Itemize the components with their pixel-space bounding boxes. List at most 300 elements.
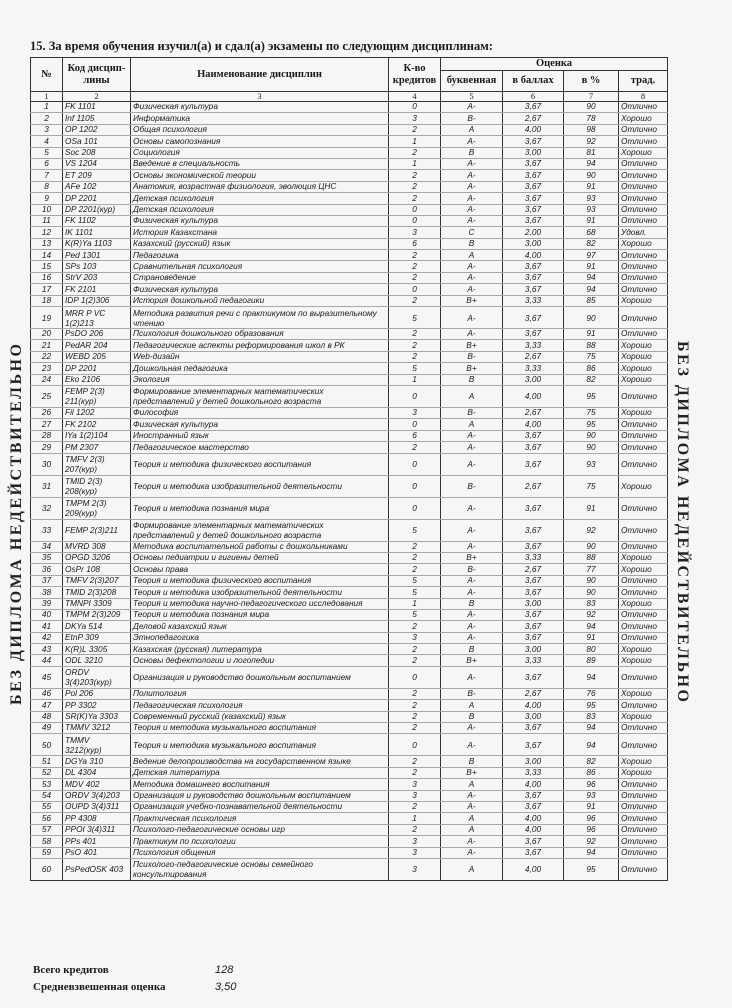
grade-points: 3,67 [503, 575, 564, 586]
row-number: 55 [31, 801, 63, 812]
grade-points: 3,67 [503, 836, 564, 847]
traditional-grade: Отлично [619, 632, 668, 643]
discipline-code: StrV 203 [63, 272, 131, 283]
grade-points: 4,00 [503, 858, 564, 880]
discipline-code: K(R)L 3305 [63, 644, 131, 655]
letter-grade: A- [441, 790, 503, 801]
row-number: 27 [31, 419, 63, 430]
letter-grade: A- [441, 284, 503, 295]
traditional-grade: Хорошо [619, 767, 668, 778]
credits-cell: 3 [389, 632, 441, 643]
credits-cell: 2 [389, 655, 441, 666]
table-row [31, 497, 668, 519]
grade-points: 3,67 [503, 272, 564, 283]
discipline-code: PsDO 206 [63, 329, 131, 340]
discipline-code: DL 4304 [63, 767, 131, 778]
credits-cell: 2 [389, 124, 441, 135]
grade-percent: 93 [564, 204, 619, 215]
col-number: 1 [31, 92, 63, 102]
discipline-code: TMMV 3212 [63, 723, 131, 734]
traditional-grade: Отлично [619, 284, 668, 295]
table-row [31, 756, 668, 767]
letter-grade: A- [441, 609, 503, 620]
letter-grade: A- [441, 836, 503, 847]
table-row [31, 307, 668, 329]
letter-grade: B+ [441, 552, 503, 563]
credits-cell: 2 [389, 170, 441, 181]
credits-cell: 2 [389, 442, 441, 453]
grade-points: 3,67 [503, 723, 564, 734]
col-number: 2 [63, 92, 131, 102]
discipline-code: IDP 1(2)306 [63, 295, 131, 306]
row-number: 33 [31, 519, 63, 541]
grade-percent: 97 [564, 250, 619, 261]
table-row [31, 767, 668, 778]
traditional-grade: Хорошо [619, 475, 668, 497]
row-number: 8 [31, 181, 63, 192]
discipline-code: Eko 2106 [63, 374, 131, 385]
grade-points: 3,67 [503, 261, 564, 272]
grade-percent: 78 [564, 113, 619, 124]
credits-cell: 0 [389, 734, 441, 756]
discipline-code: FEMP 2(3)211 [63, 519, 131, 541]
row-number: 41 [31, 621, 63, 632]
grade-percent: 95 [564, 858, 619, 880]
grade-points: 3,67 [503, 453, 564, 475]
row-number: 6 [31, 158, 63, 169]
header-credits: К-во кредитов [389, 58, 441, 92]
gpa-label: Средневзвешенная оценка [33, 980, 166, 993]
discipline-name: Психолого-педагогические основы семейного консультирования [131, 858, 389, 880]
col-number: 3 [131, 92, 389, 102]
letter-grade: A [441, 813, 503, 824]
table-row [31, 113, 668, 124]
row-number: 40 [31, 609, 63, 620]
grade-percent: 96 [564, 779, 619, 790]
row-number: 4 [31, 136, 63, 147]
discipline-name: Физическая культура [131, 102, 389, 113]
traditional-grade: Хорошо [619, 407, 668, 418]
discipline-code: Inf 1105 [63, 113, 131, 124]
grade-points: 3,00 [503, 598, 564, 609]
letter-grade: B+ [441, 295, 503, 306]
grade-points: 3,67 [503, 609, 564, 620]
grade-percent: 75 [564, 407, 619, 418]
grade-points: 3,33 [503, 340, 564, 351]
col-number: 6 [503, 92, 564, 102]
traditional-grade: Отлично [619, 801, 668, 812]
credits-cell: 6 [389, 430, 441, 441]
discipline-name: Анатомия, возрастная физиология, эволюция ЦНС [131, 181, 389, 192]
row-number: 23 [31, 363, 63, 374]
discipline-name: Педагогика [131, 250, 389, 261]
discipline-name: Организация и руководство дошкольным воспитанием [131, 790, 389, 801]
row-number: 58 [31, 836, 63, 847]
credits-cell: 2 [389, 250, 441, 261]
row-number: 46 [31, 688, 63, 699]
table-row [31, 374, 668, 385]
grade-percent: 93 [564, 790, 619, 801]
discipline-code: MDV 402 [63, 779, 131, 790]
table-row [31, 723, 668, 734]
discipline-name: Методика воспитательной работы с дошкольниками [131, 541, 389, 552]
traditional-grade: Отлично [619, 430, 668, 441]
header-letter: буквенная [441, 71, 503, 92]
credits-cell: 0 [389, 475, 441, 497]
credits-cell: 2 [389, 351, 441, 362]
table-row [31, 711, 668, 722]
grade-percent: 90 [564, 102, 619, 113]
traditional-grade: Хорошо [619, 711, 668, 722]
grade-points: 2,67 [503, 475, 564, 497]
row-number: 54 [31, 790, 63, 801]
discipline-name: Теория и методика изобразительной деятельности [131, 475, 389, 497]
grade-percent: 82 [564, 756, 619, 767]
discipline-name: Web-дизайн [131, 351, 389, 362]
grade-percent: 90 [564, 307, 619, 329]
credits-cell: 1 [389, 136, 441, 147]
discipline-name: Педагогическое мастерство [131, 442, 389, 453]
discipline-code: PPOI 3(4)311 [63, 824, 131, 835]
table-row [31, 340, 668, 351]
discipline-name: Ведение делопроизводства на государственном языке [131, 756, 389, 767]
letter-grade: B [441, 598, 503, 609]
credits-cell: 2 [389, 801, 441, 812]
letter-grade: B- [441, 564, 503, 575]
letter-grade: A- [441, 329, 503, 340]
row-number: 52 [31, 767, 63, 778]
credits-cell: 2 [389, 711, 441, 722]
grade-percent: 98 [564, 124, 619, 135]
letter-grade: B [441, 374, 503, 385]
row-number: 56 [31, 813, 63, 824]
row-number: 19 [31, 307, 63, 329]
right-watermark: БЕЗ ДИПЛОМА НЕДЕЙСТВИТЕЛЬНО [674, 341, 691, 705]
discipline-name: Формирование элементарных математических представлений у детей дошкольного возраста [131, 385, 389, 407]
grade-points: 4,00 [503, 813, 564, 824]
credits-cell: 2 [389, 644, 441, 655]
discipline-code: TMFV 2(3)207 [63, 575, 131, 586]
grade-percent: 94 [564, 847, 619, 858]
grade-points: 3,67 [503, 790, 564, 801]
traditional-grade: Отлично [619, 102, 668, 113]
traditional-grade: Хорошо [619, 756, 668, 767]
discipline-code: ORDV 3(4)203(кур) [63, 666, 131, 688]
traditional-grade: Отлично [619, 609, 668, 620]
table-row [31, 385, 668, 407]
grade-percent: 91 [564, 181, 619, 192]
discipline-code: DP 2201 [63, 363, 131, 374]
discipline-name: Современный русский (казахский) язык [131, 711, 389, 722]
grade-points: 2,67 [503, 113, 564, 124]
letter-grade: A- [441, 541, 503, 552]
grade-points: 3,67 [503, 734, 564, 756]
row-number: 51 [31, 756, 63, 767]
letter-grade: A- [441, 261, 503, 272]
discipline-name: Общая психология [131, 124, 389, 135]
grade-percent: 94 [564, 621, 619, 632]
letter-grade: A- [441, 430, 503, 441]
discipline-code: PP 4308 [63, 813, 131, 824]
row-number: 50 [31, 734, 63, 756]
grade-percent: 85 [564, 295, 619, 306]
discipline-code: DP 2201(кур) [63, 204, 131, 215]
traditional-grade: Отлично [619, 272, 668, 283]
credits-cell: 5 [389, 307, 441, 329]
grade-points: 3,33 [503, 295, 564, 306]
row-number: 22 [31, 351, 63, 362]
table-row [31, 801, 668, 812]
header-code: Код дисцип-лины [63, 58, 131, 92]
grade-percent: 86 [564, 767, 619, 778]
grade-percent: 88 [564, 552, 619, 563]
table-row [31, 655, 668, 666]
credits-cell: 3 [389, 836, 441, 847]
grade-percent: 95 [564, 385, 619, 407]
credits-cell: 3 [389, 779, 441, 790]
grade-points: 3,67 [503, 181, 564, 192]
discipline-code: FK 1101 [63, 102, 131, 113]
row-number: 11 [31, 215, 63, 226]
discipline-name: Введение в специальность [131, 158, 389, 169]
grade-percent: 96 [564, 813, 619, 824]
discipline-name: Экология [131, 374, 389, 385]
row-number: 39 [31, 598, 63, 609]
discipline-code: FK 2102 [63, 419, 131, 430]
row-number: 28 [31, 430, 63, 441]
traditional-grade: Отлично [619, 587, 668, 598]
grade-points: 3,67 [503, 801, 564, 812]
grade-points: 3,67 [503, 102, 564, 113]
letter-grade: A- [441, 847, 503, 858]
grade-points: 3,67 [503, 158, 564, 169]
traditional-grade: Отлично [619, 666, 668, 688]
grade-percent: 93 [564, 193, 619, 204]
discipline-code: DP 2201 [63, 193, 131, 204]
table-row [31, 170, 668, 181]
traditional-grade: Отлично [619, 385, 668, 407]
traditional-grade: Отлично [619, 307, 668, 329]
table-row [31, 552, 668, 563]
discipline-code: OP 1202 [63, 124, 131, 135]
grade-percent: 91 [564, 261, 619, 272]
table-row [31, 813, 668, 824]
discipline-code: PsO 401 [63, 847, 131, 858]
grade-points: 2,67 [503, 688, 564, 699]
traditional-grade: Хорошо [619, 340, 668, 351]
discipline-name: Основы дефектологии и логопедии [131, 655, 389, 666]
letter-grade: A [441, 385, 503, 407]
letter-grade: B- [441, 688, 503, 699]
traditional-grade: Отлично [619, 261, 668, 272]
table-row [31, 124, 668, 135]
grade-points: 3,00 [503, 644, 564, 655]
letter-grade: B- [441, 475, 503, 497]
letter-grade: A- [441, 215, 503, 226]
header-no: № [31, 58, 63, 92]
row-number: 48 [31, 711, 63, 722]
traditional-grade: Хорошо [619, 295, 668, 306]
credits-cell: 1 [389, 158, 441, 169]
discipline-code: MVRD 308 [63, 541, 131, 552]
credits-cell: 2 [389, 621, 441, 632]
traditional-grade: Отлично [619, 193, 668, 204]
grade-points: 3,67 [503, 204, 564, 215]
discipline-name: Физическая культура [131, 419, 389, 430]
discipline-code: WEBD 205 [63, 351, 131, 362]
table-row [31, 700, 668, 711]
grade-percent: 83 [564, 711, 619, 722]
grade-percent: 88 [564, 340, 619, 351]
left-watermark: БЕЗ ДИПЛОМА НЕДЕЙСТВИТЕЛЬНО [8, 341, 25, 705]
discipline-code: Fil 1202 [63, 407, 131, 418]
letter-grade: B- [441, 407, 503, 418]
credits-cell: 2 [389, 295, 441, 306]
discipline-name: Теория и методика физического воспитания [131, 575, 389, 586]
discipline-code: PP 3302 [63, 700, 131, 711]
discipline-code: OSa 101 [63, 136, 131, 147]
table-row [31, 363, 668, 374]
letter-grade: B+ [441, 767, 503, 778]
grade-points: 3,67 [503, 215, 564, 226]
row-number: 18 [31, 295, 63, 306]
grade-points: 3,67 [503, 519, 564, 541]
discipline-name: Теория и методика музыкального воспитания [131, 723, 389, 734]
discipline-code: TMMV 3212(кур) [63, 734, 131, 756]
credits-cell: 2 [389, 541, 441, 552]
credits-cell: 2 [389, 193, 441, 204]
grade-points: 4,00 [503, 385, 564, 407]
grade-percent: 92 [564, 609, 619, 620]
traditional-grade: Отлично [619, 734, 668, 756]
row-number: 21 [31, 340, 63, 351]
grade-percent: 95 [564, 419, 619, 430]
credits-cell: 3 [389, 790, 441, 801]
discipline-name: Методика развития речи с практикумом по выразительному чтению [131, 307, 389, 329]
letter-grade: A- [441, 632, 503, 643]
letter-grade: A [441, 700, 503, 711]
row-number: 36 [31, 564, 63, 575]
discipline-name: Основы самопознания [131, 136, 389, 147]
row-number: 35 [31, 552, 63, 563]
grade-percent: 75 [564, 475, 619, 497]
grade-points: 3,67 [503, 170, 564, 181]
letter-grade: B [441, 756, 503, 767]
discipline-name: Иностранный язык [131, 430, 389, 441]
discipline-code: AFe 102 [63, 181, 131, 192]
row-number: 32 [31, 497, 63, 519]
credits-cell: 0 [389, 204, 441, 215]
grade-percent: 94 [564, 666, 619, 688]
credits-cell: 3 [389, 847, 441, 858]
discipline-code: EtnP 309 [63, 632, 131, 643]
grade-percent: 91 [564, 215, 619, 226]
grade-points: 3,67 [503, 307, 564, 329]
grade-points: 3,67 [503, 136, 564, 147]
grade-points: 3,67 [503, 541, 564, 552]
discipline-name: Основы педиатрии и гигиены детей [131, 552, 389, 563]
letter-grade: B- [441, 113, 503, 124]
credits-cell: 1 [389, 374, 441, 385]
row-number: 26 [31, 407, 63, 418]
credits-cell: 2 [389, 824, 441, 835]
discipline-name: Организация учебно-познавательной деятельности [131, 801, 389, 812]
credits-cell: 2 [389, 329, 441, 340]
discipline-code: TMFV 2(3) 207(кур) [63, 453, 131, 475]
traditional-grade: Отлично [619, 124, 668, 135]
table-row [31, 790, 668, 801]
header-name: Наименование дисциплин [131, 58, 389, 92]
traditional-grade: Удовл. [619, 227, 668, 238]
credits-cell: 3 [389, 113, 441, 124]
letter-grade: B- [441, 351, 503, 362]
discipline-code: FEMP 2(3) 211(кур) [63, 385, 131, 407]
grade-percent: 89 [564, 655, 619, 666]
table-row [31, 272, 668, 283]
row-number: 15 [31, 261, 63, 272]
discipline-code: ODL 3210 [63, 655, 131, 666]
grade-percent: 91 [564, 497, 619, 519]
grade-points: 4,00 [503, 250, 564, 261]
grade-percent: 83 [564, 598, 619, 609]
letter-grade: B [441, 147, 503, 158]
table-row [31, 102, 668, 113]
table-row [31, 193, 668, 204]
col-number: 5 [441, 92, 503, 102]
grade-percent: 82 [564, 374, 619, 385]
traditional-grade: Хорошо [619, 564, 668, 575]
letter-grade: A- [441, 519, 503, 541]
table-row [31, 598, 668, 609]
letter-grade: A- [441, 181, 503, 192]
traditional-grade: Отлично [619, 836, 668, 847]
traditional-grade: Хорошо [619, 598, 668, 609]
grade-percent: 95 [564, 700, 619, 711]
discipline-name: Теория и методика физического воспитания [131, 453, 389, 475]
grade-points: 3,00 [503, 756, 564, 767]
grade-points: 3,33 [503, 363, 564, 374]
credits-cell: 1 [389, 598, 441, 609]
grade-points: 3,67 [503, 193, 564, 204]
header-grade: Оценка [441, 58, 668, 71]
traditional-grade: Отлично [619, 136, 668, 147]
letter-grade: A [441, 250, 503, 261]
discipline-code: IYa 1(2)104 [63, 430, 131, 441]
grade-points: 3,67 [503, 442, 564, 453]
discipline-code: Ped 1301 [63, 250, 131, 261]
grade-points: 3,67 [503, 632, 564, 643]
letter-grade: A- [441, 158, 503, 169]
credits-cell: 5 [389, 363, 441, 374]
credits-cell: 2 [389, 181, 441, 192]
traditional-grade: Отлично [619, 250, 668, 261]
discipline-code: TMPM 2(3) 209(кур) [63, 497, 131, 519]
credits-cell: 0 [389, 453, 441, 475]
grades-table [30, 57, 668, 881]
traditional-grade: Хорошо [619, 688, 668, 699]
grade-percent: 94 [564, 723, 619, 734]
letter-grade: A- [441, 442, 503, 453]
grade-percent: 77 [564, 564, 619, 575]
grade-percent: 93 [564, 453, 619, 475]
discipline-code: FK 2101 [63, 284, 131, 295]
row-number: 20 [31, 329, 63, 340]
credits-cell: 2 [389, 756, 441, 767]
discipline-name: Теория и методика изобразительной деятельности [131, 587, 389, 598]
grade-percent: 68 [564, 227, 619, 238]
row-number: 25 [31, 385, 63, 407]
letter-grade: B [441, 644, 503, 655]
